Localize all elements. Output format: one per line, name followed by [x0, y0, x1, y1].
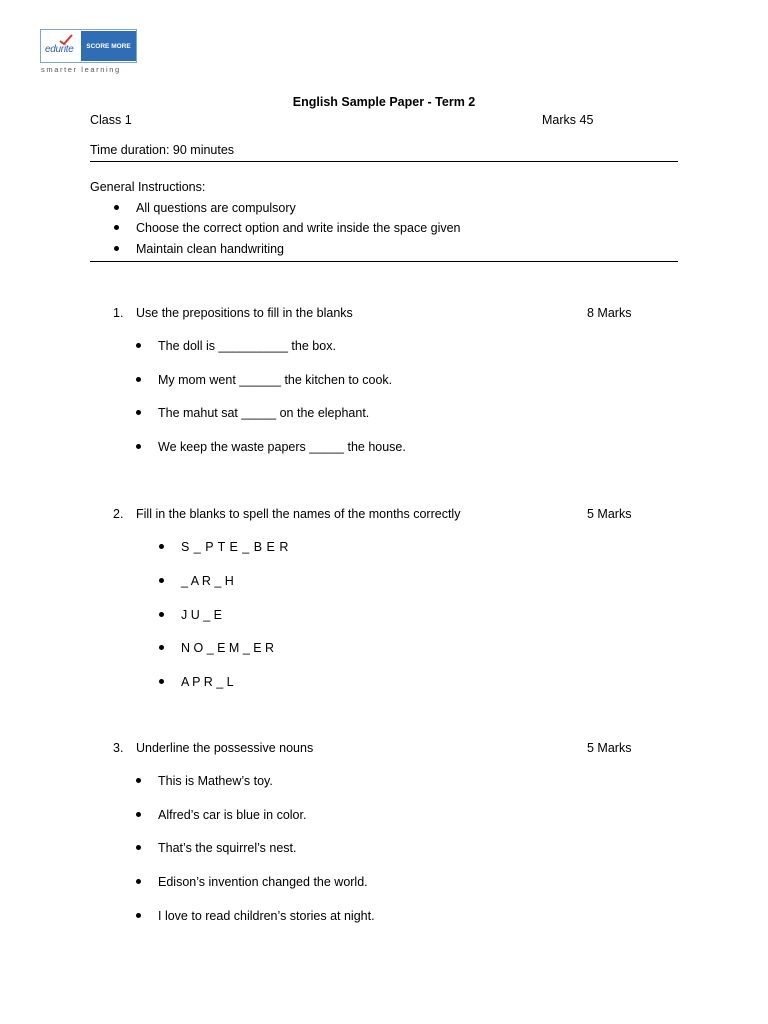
bullet-icon — [159, 612, 164, 617]
bullet-icon — [136, 410, 141, 415]
instruction-item: All questions are compulsory — [136, 201, 296, 215]
bullet-icon — [136, 845, 141, 850]
bullet-icon — [159, 578, 164, 583]
question-marks: 8 Marks — [587, 306, 632, 320]
bullet-icon — [136, 377, 141, 382]
question-item: Edison’s invention changed the world. — [158, 875, 368, 889]
logo-frame — [40, 29, 137, 63]
question-item: The mahut sat _____ on the elephant. — [158, 406, 370, 420]
bullet-icon — [136, 778, 141, 783]
question-item: N O _ E M _ E R — [181, 641, 275, 655]
question-item: _ A R _ H — [181, 574, 234, 588]
total-marks: Marks 45 — [542, 113, 594, 127]
bullet-icon — [136, 812, 141, 817]
question-item: A P R _ L — [181, 675, 234, 689]
paper-title: English Sample Paper - Term 2 — [292, 95, 476, 109]
bullet-icon — [136, 913, 141, 918]
question-item: My mom went ______ the kitchen to cook. — [158, 373, 393, 387]
bullet-icon — [136, 444, 141, 449]
bullet-icon — [136, 343, 141, 348]
edurite-logo — [40, 29, 140, 74]
bullet-icon — [114, 225, 119, 230]
question-item: I love to read children’s stories at night. — [158, 909, 375, 923]
question-item: Alfred’s car is blue in color. — [158, 808, 307, 822]
logo-tagline: smarter learning — [41, 65, 121, 74]
time-duration: Time duration: 90 minutes — [90, 143, 235, 157]
bullet-icon — [114, 205, 119, 210]
question-item: S _ P T E _ B E R — [181, 540, 289, 554]
divider — [90, 261, 678, 262]
logo-brand-area — [42, 31, 80, 61]
instruction-item: Maintain clean handwriting — [136, 242, 285, 256]
question-item: J U _ E — [181, 608, 222, 622]
logo-badge: SCORE MORE — [81, 31, 136, 61]
question-marks: 5 Marks — [587, 741, 632, 755]
divider — [90, 161, 678, 162]
question-number: 1. — [113, 306, 124, 320]
question-number: 2. — [113, 507, 124, 521]
bullet-icon — [159, 679, 164, 684]
bullet-icon — [159, 544, 164, 549]
question-item: This is Mathew’s toy. — [158, 774, 273, 788]
question-marks: 5 Marks — [587, 507, 632, 521]
logo-brand-text: edurite — [45, 44, 74, 55]
instructions-heading: General Instructions: — [90, 180, 206, 194]
instruction-item: Choose the correct option and write inside the space given — [136, 221, 461, 235]
question-item: That’s the squirrel’s nest. — [158, 841, 297, 855]
bullet-icon — [159, 645, 164, 650]
bullet-icon — [136, 879, 141, 884]
question-text: Underline the possessive nouns — [136, 741, 314, 755]
question-item: The doll is __________ the box. — [158, 339, 336, 353]
question-text: Use the prepositions to fill in the blanks — [136, 306, 353, 320]
question-number: 3. — [113, 741, 124, 755]
bullet-icon — [114, 246, 119, 251]
question-item: We keep the waste papers _____ the house. — [158, 440, 406, 454]
class-label: Class 1 — [90, 113, 132, 127]
question-text: Fill in the blanks to spell the names of the months correctly — [136, 507, 461, 521]
